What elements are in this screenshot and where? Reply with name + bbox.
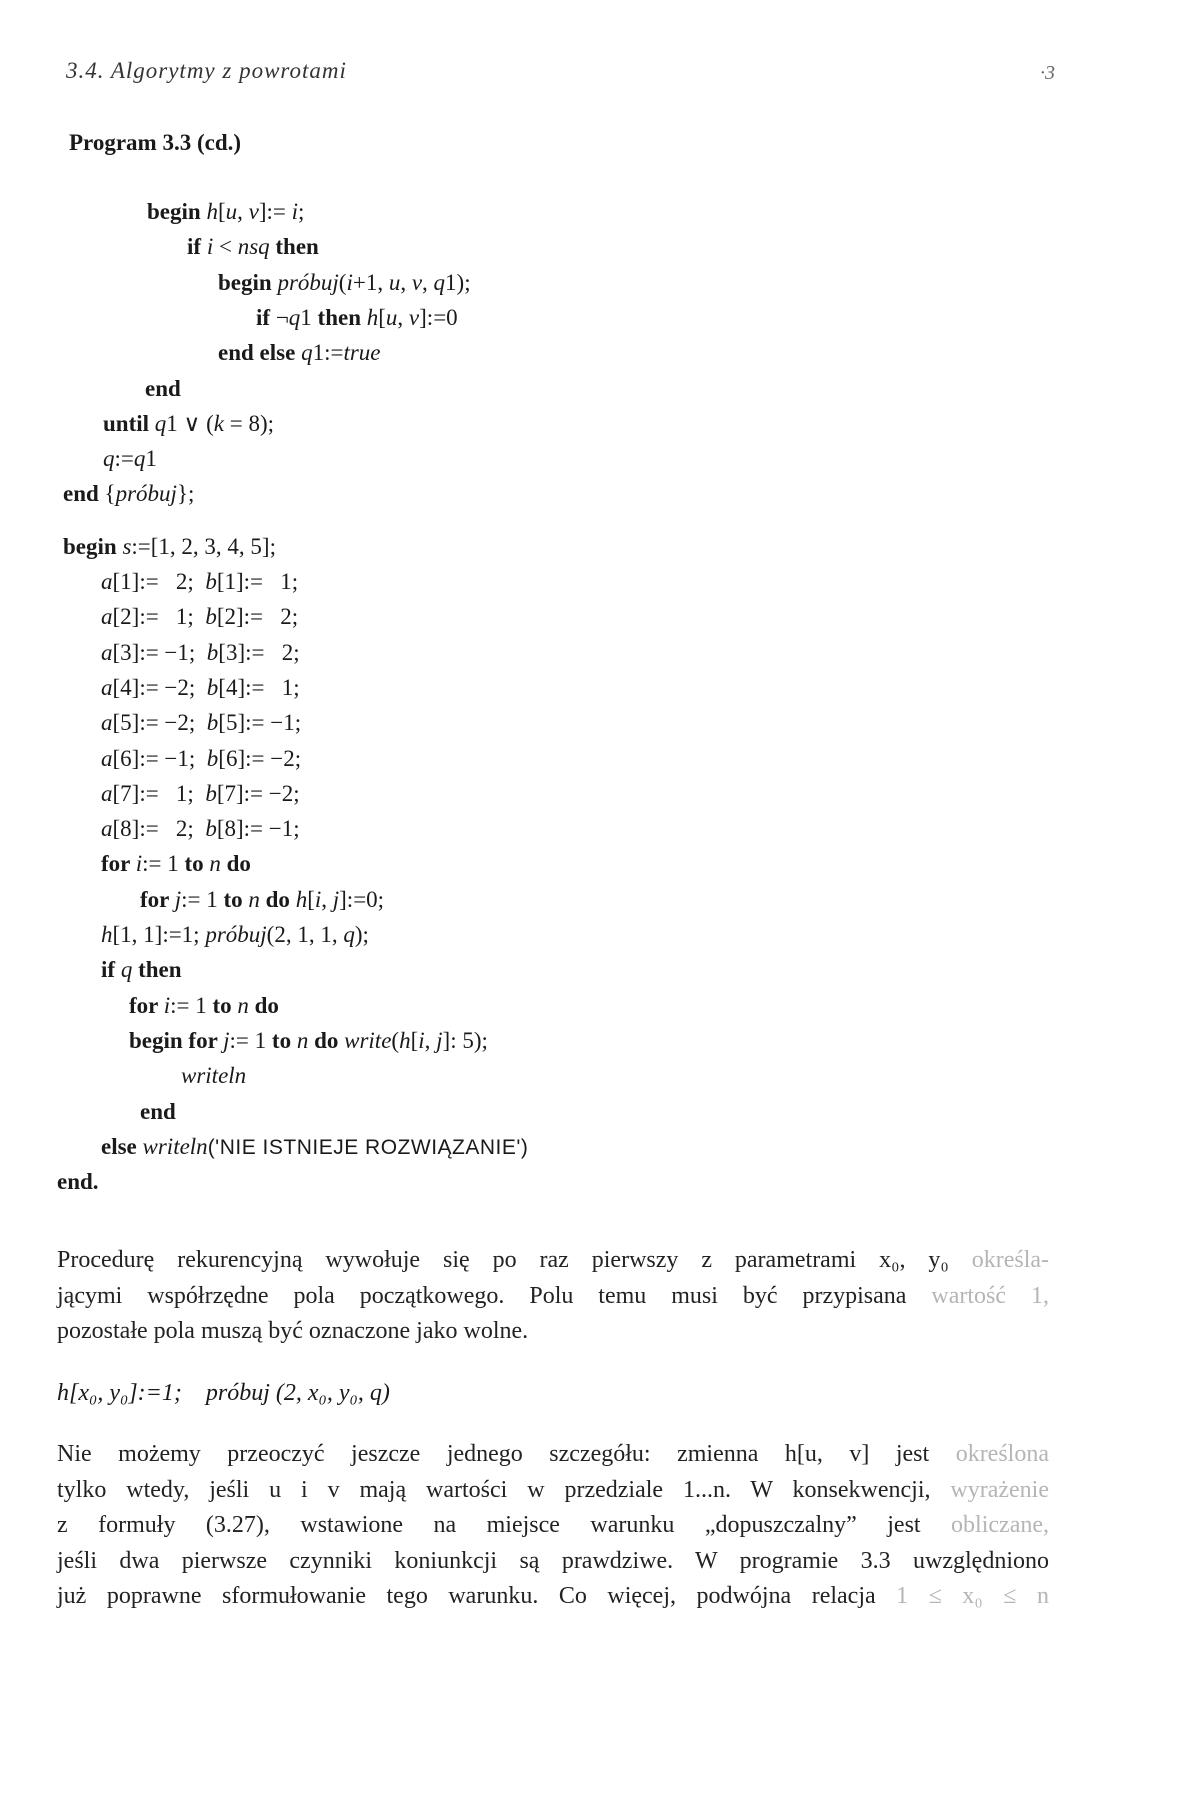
code-token: [1, 1]:=1; — [112, 922, 206, 947]
code-token: ; — [298, 199, 305, 224]
code-line — [181, 1061, 246, 1091]
keyword: if — [101, 957, 121, 983]
code-token: := — [114, 446, 134, 472]
code-line — [140, 1097, 176, 1127]
code-token: , — [422, 269, 434, 295]
code-token: v — [248, 199, 259, 224]
code-token: próbuj — [115, 481, 177, 507]
code-token: [ — [307, 886, 315, 912]
code-token: a — [101, 569, 113, 594]
code-token: := 1 — [229, 1027, 272, 1053]
code-token: [4]:= 1; — [218, 674, 300, 700]
faded-text: wyrażenie — [930, 1476, 1049, 1503]
keyword: begin — [218, 269, 278, 295]
code-token: u — [385, 304, 398, 330]
code-token: ]: 5); — [442, 1027, 488, 1053]
code-line — [101, 1132, 528, 1163]
code-token: ); — [354, 922, 369, 947]
code-token: q — [343, 922, 355, 947]
code-token: q — [433, 269, 446, 295]
code-token: h — [101, 922, 113, 947]
keyword: to — [184, 851, 210, 877]
text-line-content: z formuły (3.27), wstawione na miejsce warunku „dopuszczalny” jest — [57, 1512, 921, 1538]
keyword: begin — [147, 199, 207, 224]
code-token: ( — [391, 1027, 400, 1053]
keyword: then — [132, 957, 182, 983]
code-token: < — [213, 234, 238, 260]
code-token: i — [206, 234, 214, 260]
keyword: do — [220, 851, 251, 877]
keyword: do — [248, 992, 279, 1018]
keyword: to — [223, 886, 249, 912]
code-token: j — [174, 886, 182, 912]
code-line — [101, 673, 300, 703]
code-line — [101, 779, 300, 809]
faded-text: wartość 1, — [906, 1282, 1049, 1309]
paragraph-1 — [57, 1243, 1049, 1350]
code-token: ]:= — [258, 199, 292, 224]
code-token: ('NIE ISTNIEJE ROZWIĄZANIE') — [207, 1135, 529, 1159]
code-line — [218, 268, 471, 298]
code-token: a — [101, 604, 113, 630]
code-token: q — [301, 340, 313, 366]
code-token: 1 — [300, 304, 318, 330]
code-line — [101, 708, 301, 738]
code-token: , — [397, 304, 409, 330]
code-token: [7]:= −2; — [216, 780, 300, 806]
code-line — [101, 849, 251, 879]
code-token: 1); — [445, 269, 471, 295]
code-token: [ — [378, 304, 386, 330]
code-token: b — [206, 710, 219, 736]
code-token: 1:= — [312, 340, 344, 366]
code-token: i — [418, 1027, 425, 1053]
code-token: v — [411, 269, 423, 295]
text-line — [57, 1579, 1049, 1615]
code-token: i — [346, 269, 353, 295]
code-token: [5]:= −2; — [112, 710, 207, 736]
code-line — [103, 444, 157, 474]
code-line — [103, 409, 274, 439]
code-token: a — [101, 710, 113, 736]
code-token: ]:=0 — [419, 304, 458, 330]
code-line — [145, 374, 181, 404]
keyword: if — [256, 304, 276, 330]
paragraph-2 — [57, 1437, 1049, 1615]
keyword: end — [140, 1098, 176, 1124]
code-token: }; — [176, 481, 195, 507]
code-token: j — [436, 1027, 443, 1053]
text-line-content: jącymi współrzędne pola początkowego. Polu temu musi być przypisana — [57, 1282, 907, 1309]
text-line-content: Nie możemy przeoczyć jeszcze jednego szczegółu: zmienna h[u, v] jest — [57, 1441, 930, 1467]
code-token: n — [296, 1027, 309, 1053]
code-token: s — [122, 533, 132, 559]
code-token: 1 ∨ ( — [166, 410, 214, 436]
code-token: ¬ — [275, 304, 289, 330]
page-number: ·3 — [1040, 62, 1055, 84]
code-line — [147, 197, 304, 227]
keyword: end — [63, 481, 105, 507]
keyword: end — [145, 375, 181, 401]
code-token: h — [366, 304, 379, 330]
code-token: [ — [217, 199, 226, 224]
keyword: do — [259, 886, 296, 912]
code-line — [187, 232, 319, 262]
program-title: Program 3.3 (cd.) — [69, 130, 242, 155]
code-token: b — [205, 780, 217, 806]
text-line-content: już poprawne sformułowanie tego warunku. Co więcej, podwójna relacja — [57, 1583, 876, 1609]
keyword: then — [317, 304, 367, 330]
code-token: a — [101, 639, 113, 665]
keyword: to — [271, 1027, 297, 1053]
code-token: :=[1, 2, 3, 4, 5]; — [131, 533, 276, 559]
code-token: q — [133, 446, 146, 472]
keyword: do — [308, 1027, 345, 1053]
text-line-content: tylko wtedy, jeśli u i v mają wartości w przedziale 1...n. W konsekwencji, — [57, 1476, 931, 1503]
code-line — [101, 744, 301, 774]
code-token: k — [213, 410, 224, 436]
code-token: b — [206, 745, 219, 771]
code-token: [7]:= 1; — [112, 780, 206, 806]
code-token: b — [205, 816, 217, 842]
keyword: begin — [63, 533, 123, 559]
code-token: [2]:= 2; — [216, 604, 299, 630]
faded-text: obliczane, — [920, 1512, 1049, 1538]
text-line — [57, 1437, 1049, 1473]
code-token: 1 — [145, 446, 157, 472]
code-line — [101, 602, 298, 632]
code-token: j — [223, 1027, 230, 1053]
faded-text: określa- — [948, 1247, 1050, 1273]
code-token: h — [295, 886, 308, 912]
code-token: b — [206, 639, 219, 665]
code-token: i — [291, 199, 298, 224]
code-token: [3]:= −1; — [112, 639, 207, 665]
code-token: próbuj — [277, 269, 339, 295]
code-token: q — [154, 410, 167, 436]
keyword: if — [187, 234, 207, 260]
code-token: , — [321, 886, 333, 912]
formula: h[x₀, y₀]:=1; próbuj (2, x₀, y₀, q) — [57, 1380, 390, 1406]
faded-text: określona — [929, 1441, 1049, 1467]
code-token: nsq — [237, 234, 270, 260]
code-token: [5]:= −1; — [218, 710, 302, 736]
code-token: = 8); — [224, 410, 275, 436]
code-token: q — [120, 957, 133, 983]
code-token: b — [205, 604, 217, 630]
code-line — [101, 567, 298, 597]
code-line — [57, 1167, 99, 1197]
code-token: i — [314, 886, 322, 912]
code-token: a — [101, 674, 113, 700]
code-token: writeln — [142, 1133, 208, 1159]
code-token: ( — [338, 269, 347, 295]
text-line-content: pozostałe pola muszą być oznaczone jako wolne. — [57, 1318, 529, 1344]
code-token: , — [400, 269, 412, 295]
text-line-content: jeśli dwa pierwsze czynniki koniunkcji są prawdziwe. W programie 3.3 uwzględniono — [57, 1547, 1049, 1574]
code-token: i — [163, 992, 171, 1018]
code-token: h — [399, 1027, 411, 1053]
keyword: for — [140, 886, 175, 912]
code-token: +1, — [352, 269, 389, 295]
code-token: ]:=0; — [339, 886, 385, 912]
code-token: u — [225, 199, 238, 224]
keyword: end. — [57, 1169, 99, 1195]
text-line — [57, 1544, 1049, 1580]
code-line — [101, 955, 182, 985]
code-line — [129, 1026, 488, 1056]
code-token: [6]:= −2; — [218, 745, 302, 771]
code-token: [4]:= −2; — [112, 674, 207, 700]
code-token: { — [104, 481, 116, 507]
code-token: , — [237, 199, 249, 224]
code-line — [101, 638, 300, 668]
code-line — [63, 532, 276, 562]
text-line — [57, 1243, 1049, 1279]
code-token: := 1 — [170, 992, 213, 1018]
text-line — [57, 1314, 1049, 1350]
code-token: h — [206, 199, 218, 224]
code-token: i — [135, 851, 143, 877]
code-token: u — [388, 269, 401, 295]
code-token: v — [408, 304, 420, 330]
code-token: (2, 1, 1, — [266, 922, 344, 947]
code-token: [6]:= −1; — [112, 745, 207, 771]
code-token: [1]:= 1; — [216, 569, 299, 594]
code-line — [218, 338, 381, 368]
code-token: q — [288, 304, 301, 330]
code-token: [ — [410, 1027, 419, 1053]
code-token: [8]:= 2; — [112, 816, 206, 842]
text-line — [57, 1473, 1049, 1509]
text-line-content: Procedurę rekurencyjną wywołuje się po raz pierwszy z parametrami x₀, y₀ — [57, 1247, 949, 1273]
code-token: write — [344, 1027, 392, 1053]
code-token: próbuj — [205, 922, 267, 947]
code-line — [101, 920, 369, 950]
keyword: until — [103, 410, 155, 436]
code-token: a — [101, 816, 113, 842]
code-token: writeln — [181, 1063, 247, 1089]
code-line — [101, 814, 300, 844]
code-token: true — [343, 340, 381, 366]
code-token: [2]:= 1; — [112, 604, 206, 630]
faded-text: 1 ≤ x₀ ≤ n — [875, 1583, 1049, 1609]
code-token: a — [101, 780, 113, 806]
code-line — [140, 885, 384, 915]
code-token: q — [103, 446, 115, 472]
keyword: else — [101, 1133, 143, 1159]
code-line — [256, 303, 458, 333]
code-token: a — [101, 745, 113, 771]
code-token: , — [424, 1027, 437, 1053]
keyword: end else — [218, 340, 302, 366]
running-header: 3.4. Algorytmy z powrotami — [66, 58, 347, 83]
code-token: [8]:= −1; — [216, 816, 300, 842]
code-token: [1]:= 2; — [112, 569, 206, 594]
keyword: then — [269, 234, 319, 260]
text-line — [57, 1508, 1049, 1544]
keyword: for — [129, 992, 164, 1018]
code-line — [129, 991, 279, 1021]
keyword: begin for — [129, 1027, 224, 1053]
code-token: b — [205, 569, 217, 594]
text-line — [57, 1279, 1049, 1315]
code-token: := 1 — [142, 851, 185, 877]
code-token: := 1 — [181, 886, 224, 912]
code-token: [3]:= 2; — [218, 639, 300, 665]
code-token: n — [237, 992, 249, 1018]
code-token: b — [206, 674, 219, 700]
code-line — [63, 479, 194, 509]
code-token: j — [332, 886, 340, 912]
code-token: n — [209, 851, 221, 877]
code-token: n — [248, 886, 260, 912]
keyword: for — [101, 851, 136, 877]
keyword: to — [212, 992, 238, 1018]
